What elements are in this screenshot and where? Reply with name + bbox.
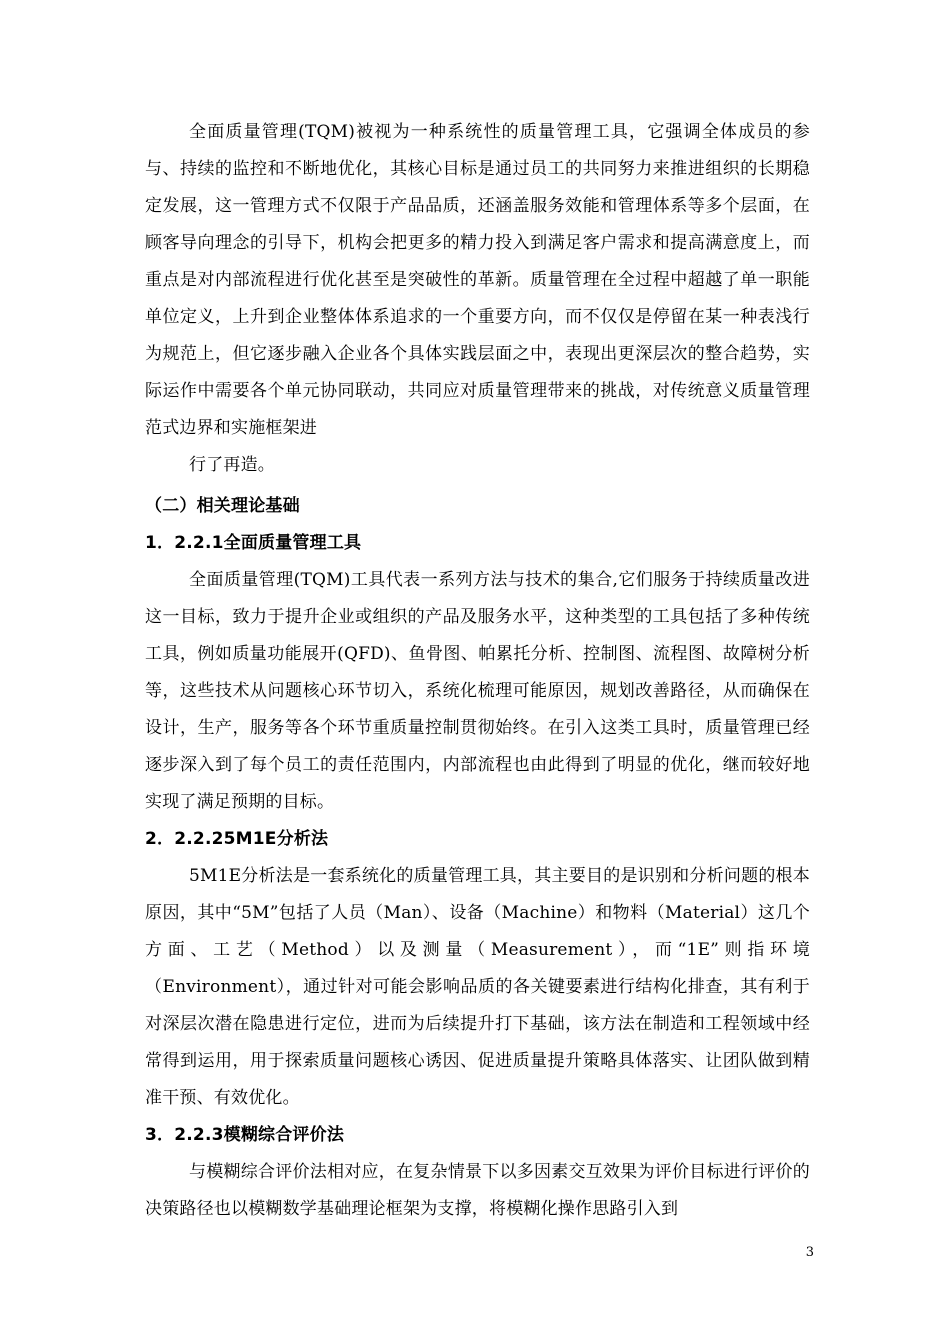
paragraph-tqm-overview-end: 行了再造。 bbox=[189, 455, 275, 475]
paragraph-tqm-tools: 全面质量管理(TQM)工具代表一系列方法与技术的集合,它们服务于持续质量改进这一目标，致力于提升企业或组织的产品及服务水平，这种类型的工具包括了多种传统工具，例如质量功能展开(QFD)、鱼骨图、帕累托分析、控制图、流程图、故障树分析等，这些技术从问题核心环节切入，系统化梳理可能原因，规划改善路径，从而确保在设计，生产，服务等各个环节重质量控制贯彻始终。在引入这类工具时，质量管理已经逐步深入到了每个员工的责任范围内，内部流程也由此得到了明显的优化，继而较好地实现了满足预期的目标。 bbox=[145, 570, 810, 812]
paragraph-tqm-overview: 全面质量管理(TQM)被视为一种系统性的质量管理工具，它强调全体成员的参与、持续的监控和不断地优化，其核心目标是通过员工的共同努力来推进组织的长期稳定发展，这一管理方式不仅限于产品品质，还涵盖服务效能和管理体系等多个层面，在顾客导向理念的引导下，机构会把更多的精力投入到满足客户需求和提高满意度上，而重点是对内部流程进行优化甚至是突破性的革新。质量管理在全过程中超越了单一职能单位定义，上升到企业整体体系追求的一个重要方向，而不仅仅是停留在某一种表浅行为规范上，但它逐步融入企业各个具体实践层面之中，表现出更深层次的整合趋势，实际运作中需要各个单元协同联动，共同应对质量管理带来的挑战，对传统意义质量管理范式边界和实施框架进 bbox=[145, 122, 810, 438]
paragraph-fuzzy-evaluation: 与模糊综合评价法相对应，在复杂情景下以多因素交互效果为评价目标进行评价的决策路径也以模糊数学基础理论框架为支撑，将模糊化操作思路引入到 bbox=[145, 1162, 810, 1219]
paragraph-5m1e: 5M1E分析法是一套系统化的质量管理工具，其主要目的是识别和分析问题的根本原因，其中“5M”包括了人员（Man）、设备（Machine）和物料（Material）这几个方面、工艺（Method）以及测量（Measurement），而“1E”则指环境（Environment），通过针对可能会影响品质的各关键要素进行结构化排查，其有利于对深层次潜在隐患进行定位，进而为后续提升打下基础，该方法在制造和工程领域中经常得到运用，用于探索质量问题核心诱因、促进质量提升策略具体落实、让团队做到精准干预、有效优化。 bbox=[145, 866, 810, 1108]
subheading-tqm-tools: 1．2.2.1全面质量管理工具 bbox=[145, 533, 362, 553]
subheading-5m1e: 2．2.2.25M1E分析法 bbox=[145, 829, 329, 849]
document-body bbox=[145, 114, 810, 1228]
section-heading: （二）相关理论基础 bbox=[145, 496, 300, 516]
subheading-fuzzy-evaluation: 3．2.2.3模糊综合评价法 bbox=[145, 1125, 345, 1145]
page-number: 3 bbox=[805, 1245, 814, 1260]
